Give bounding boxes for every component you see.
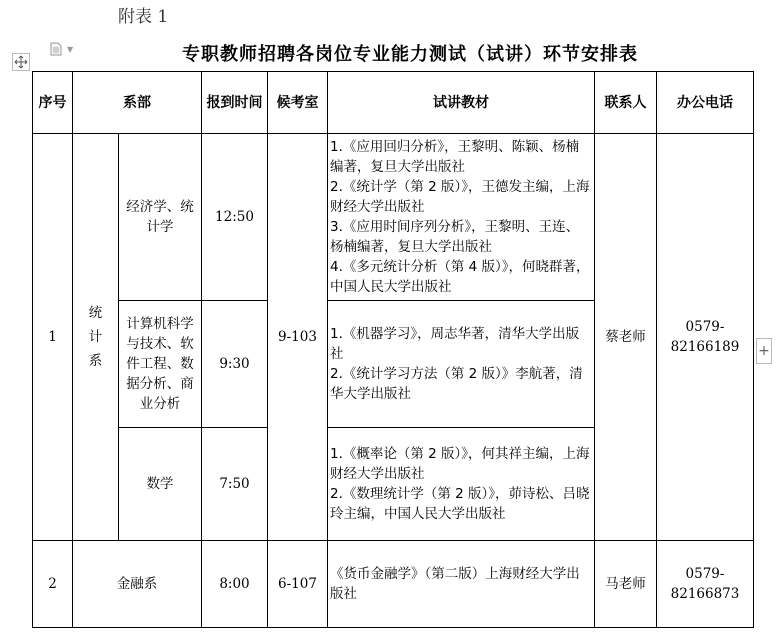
row-time: 9:30 [202,301,268,428]
schedule-table [32,71,754,628]
row-major: 数学 [119,428,202,541]
row-room: 9-103 [268,134,328,541]
dept-name: 统计系 [88,305,103,369]
document-icon[interactable] [50,42,62,56]
table-row [33,134,754,301]
row-phone: 0579-82166873 [657,541,754,628]
chevron-down-icon[interactable]: ▼ [67,45,74,54]
table-header-row [33,72,754,134]
row-dept [73,134,119,541]
row-time: 8:00 [202,541,268,628]
header-materials: 试讲教材 [328,72,595,134]
page-title: 专职教师招聘各岗位专业能力测试（试讲）环节安排表 [182,44,638,65]
row-contact: 马老师 [595,541,657,628]
table-row [33,541,754,628]
header-contact: 联系人 [595,72,657,134]
row-materials: 1.《概率论（第 2 版）》，何其祥主编，上海财经大学出版社 2.《数理统计学（第 2 版）》，茆诗松、吕晓玲主编，中国人民大学出版社 [328,428,595,541]
row-contact: 蔡老师 [595,134,657,541]
row-major: 经济学、统计学 [119,134,202,301]
row-phone: 0579-82166189 [657,134,754,541]
row-materials: 1.《应用回归分析》，王黎明、陈颖、杨楠编著，复旦大学出版社 2.《统计学（第 2 版）》，王德发主编，上海财经大学出版社 3.《应用时间序列分析》，王黎明、王连、杨楠编著，复旦大学出版社 4.《多元统计分析（第 4 版）》，何晓群著，中国人民大学出版社 [328,134,595,301]
add-column-button[interactable]: + [756,338,772,364]
row-seq: 1 [33,134,73,541]
header-report-time: 报到时间 [202,72,268,134]
row-room: 6-107 [268,541,328,628]
row-seq: 2 [33,541,73,628]
row-time: 12:50 [202,134,268,301]
header-phone: 办公电话 [657,72,754,134]
header-room: 候考室 [268,72,328,134]
appendix-label: 附表 1 [118,7,169,27]
table-move-handle-icon[interactable] [12,53,30,71]
header-seq: 序号 [33,72,73,134]
row-materials: 1.《机器学习》，周志华著，清华大学出版社 2.《统计学习方法（第 2 版）》李航著，清华大学出版社 [328,301,595,428]
row-major: 计算机科学与技术、软件工程、数据分析、商业分析 [119,301,202,428]
header-dept: 系部 [73,72,202,134]
row-time: 7:50 [202,428,268,541]
row-dept: 金融系 [73,541,202,628]
row-materials: 《货币金融学》（第二版）上海财经大学出版社 [328,541,595,628]
